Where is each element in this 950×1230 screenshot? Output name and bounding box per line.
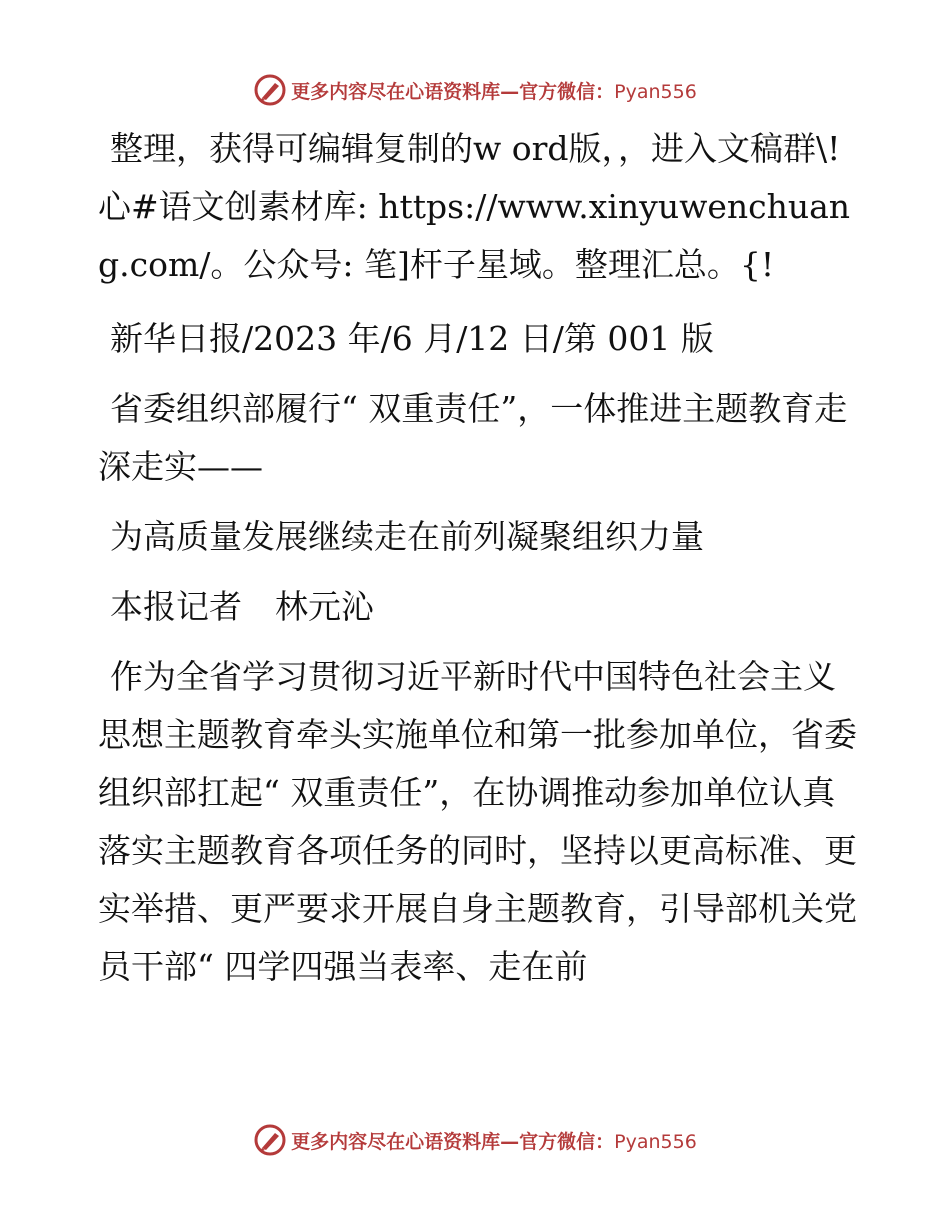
wechat-id: Pyan556 — [614, 1130, 697, 1153]
banner-text: 更多内容尽在心语资料库—官方微信：Pyan556 — [291, 1130, 697, 1153]
wechat-id: Pyan556 — [614, 80, 697, 103]
pen-logo-icon — [253, 1123, 287, 1157]
pen-logo-icon — [253, 73, 287, 107]
byline: 本报记者 林元沁 — [110, 587, 374, 626]
intro-paragraph: 整理，获得可编辑复制的w ord版，，进入文稿群\! 心#语文创素材库: https://www.xinyuwenchuang.com/。公众号: 笔]杆子星域。整理汇总。{! — [98, 129, 851, 284]
header-watermark-banner — [0, 70, 950, 110]
footer-watermark-banner — [0, 1120, 950, 1160]
headline: 省委组织部履行“ 双重责任”，一体推进主题教育走深走实—— — [98, 389, 848, 486]
body-paragraph: 作为全省学习贯彻习近平新时代中国特色社会主义思想主题教育牵头实施单位和第一批参加单位，省委组织部扛起“ 双重责任”，在协调推动参加单位认真落实主题教育各项任务的同时，坚持以更高标准、更实举措、更严要求开展自身主题教育，引导部机关党员干部“ 四学四强当表率、走在前 — [98, 657, 857, 986]
banner-text: 更多内容尽在心语资料库—官方微信：Pyan556 — [291, 80, 697, 103]
subheadline: 为高质量发展继续走在前列凝聚组织力量 — [110, 517, 704, 556]
source-line: 新华日报/2023 年/6 月/12 日/第 001 版 — [110, 319, 714, 358]
document-body — [98, 120, 858, 996]
